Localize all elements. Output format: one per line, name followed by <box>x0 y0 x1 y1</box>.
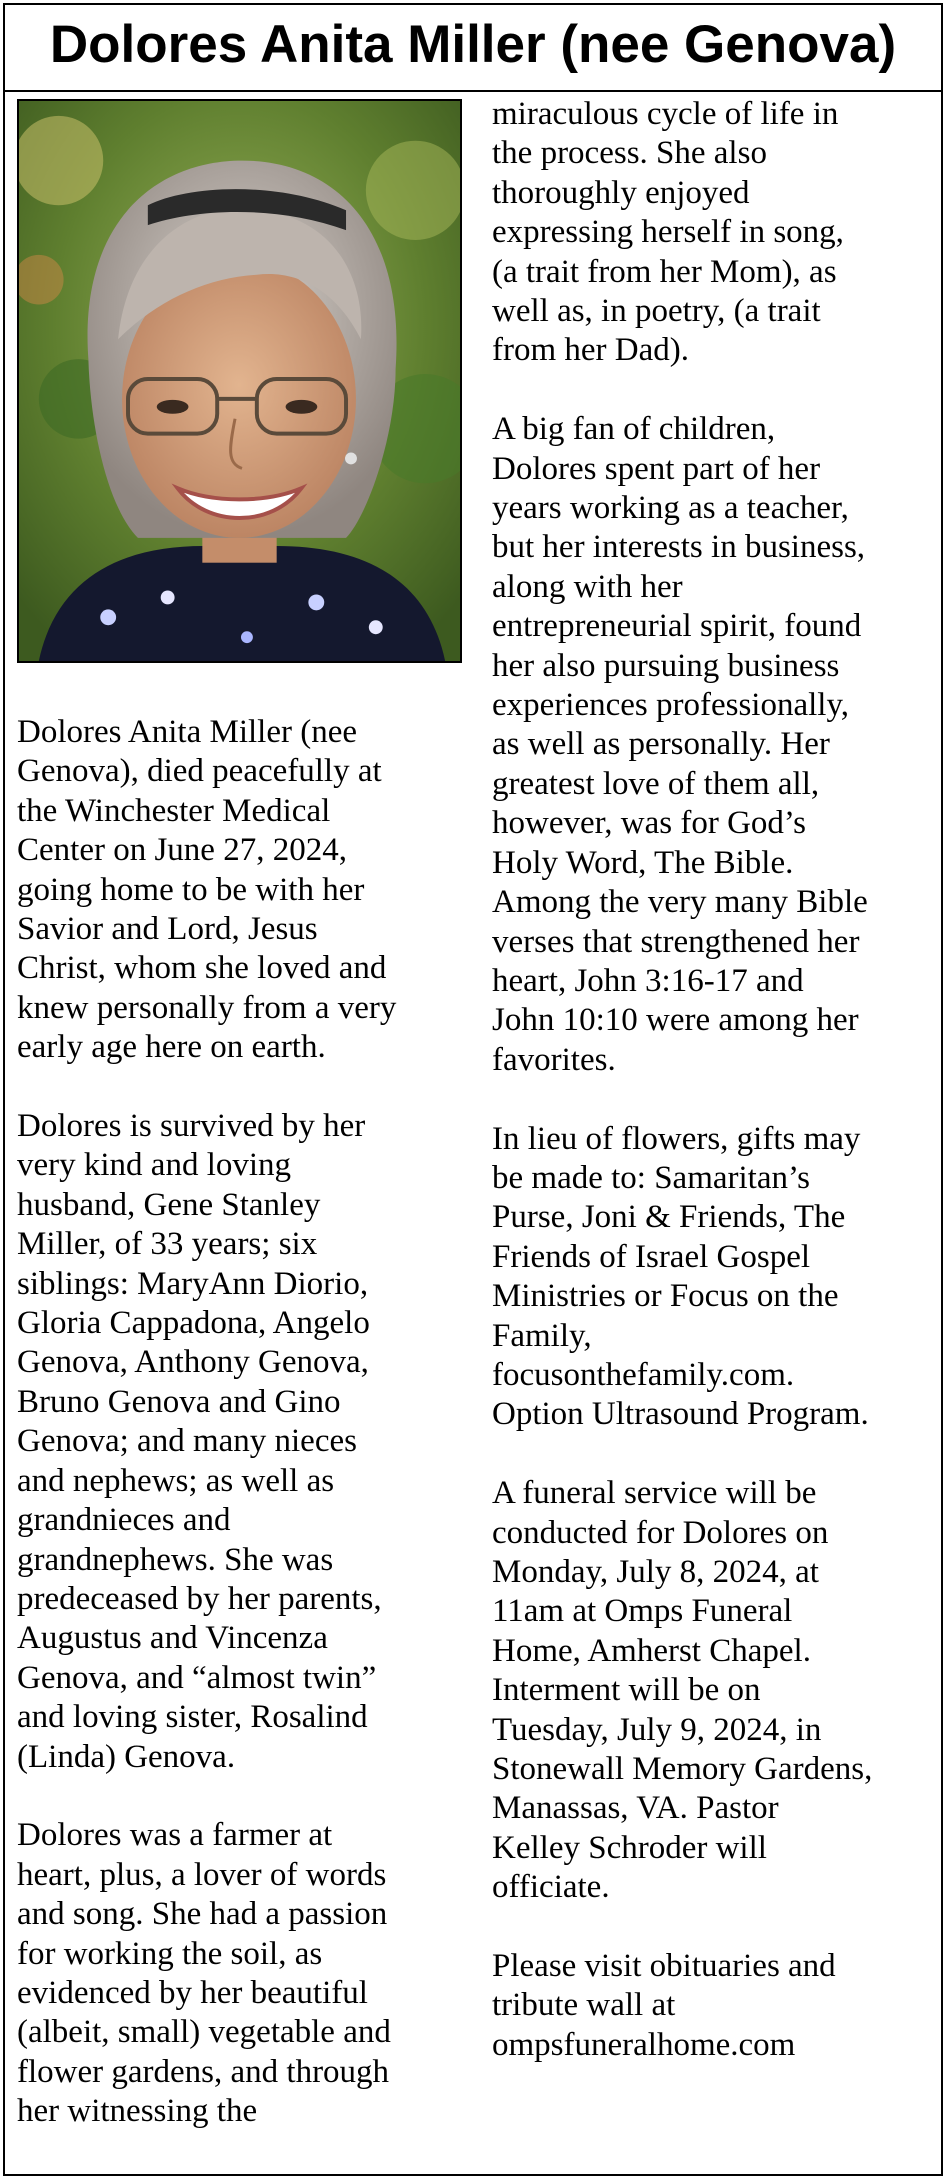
donation-paragraph: In lieu of flowers, gifts may be made to: Samaritan’s Purse, Joni & Friends, The Friends of Israel Gospel Ministries or Focus on the Family, focusonthefamily.com. Option Ultrasound Program. <box>492 1120 869 1433</box>
left-column <box>17 713 467 2132</box>
obituary-paragraph: A big fan of children, Dolores spent part of her years working as a teacher, but her interests in business, along with her entrepreneurial spirit, found her also pursuing business experiences professionally, as well as personally. Her greatest love of them all, however, was for God’s Holy Word, The Bible. Among the very many Bible verses that strengthened her heart, John 3:16-17 and John 10:10 were among her favorites. <box>492 411 868 1078</box>
portrait-photo-icon <box>19 101 460 661</box>
service-paragraph: A funeral service will be conducted for Dolores on Monday, July 8, 2024, at 11am at Omps Funeral Home, Amherst Chapel. Interment will be on Tuesday, July 9, 2024, in Stonewall Memory Gardens, Manassas, VA. Pastor Kelley Schroder will officiate. <box>492 1475 873 1906</box>
obituary-card <box>3 3 943 2176</box>
right-column <box>492 95 937 2065</box>
obituary-paragraph: Dolores was a farmer at heart, plus, a lover of words and song. She had a passion for working the soil, as evidenced by her beautiful (albeit, small) vegetable and flower gardens, and through her witnessing the <box>17 1817 391 2130</box>
tribute-paragraph: Please visit obituaries and tribute wall at ompsfuneralhome.com <box>492 1948 836 2063</box>
portrait-photo <box>17 99 462 663</box>
obituary-title: Dolores Anita Miller (nee Genova) <box>49 15 897 74</box>
title-divider <box>5 90 941 92</box>
obituary-paragraph: Dolores Anita Miller (nee Genova), died peacefully at the Winchester Medical Center on June 27, 2024, going home to be with her Savior and Lord, Jesus Christ, whom she loved and knew personally from a very early age here on earth. <box>17 714 397 1066</box>
obituary-paragraph: Dolores is survived by her very kind and loving husband, Gene Stanley Miller, of 33 years; six siblings: MaryAnn Diorio, Gloria Cappadona, Angelo Genova, Anthony Genova, Bruno Genova and Gino Genova; and many nieces and nephews; as well as grandnieces and grandnephews. She was predeceased by her parents, Augustus and Vincenza Genova, and “almost twin” and loving sister, Rosalind (Linda) Genova. <box>17 1108 382 1775</box>
obituary-paragraph: miraculous cycle of life in the process. She also thoroughly enjoyed expressing herself in song, (a trait from her Mom), as well as, in poetry, (a trait from her Dad). <box>492 96 844 369</box>
